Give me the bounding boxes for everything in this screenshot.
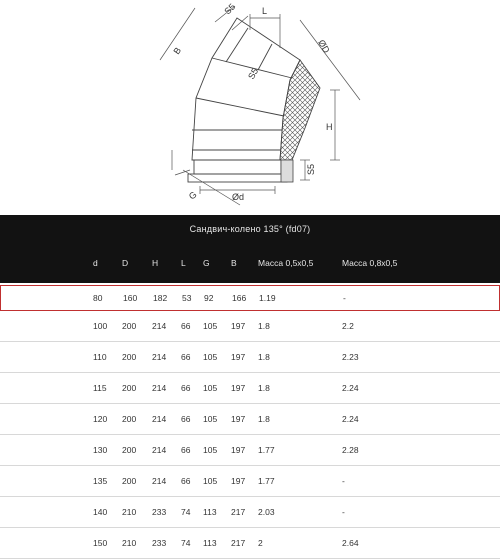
table-cell: 1.8 (258, 383, 270, 393)
table-cell: 197 (231, 414, 246, 424)
table-cell: - (342, 507, 345, 517)
table-cell: 233 (152, 507, 167, 517)
table-cell: 66 (181, 414, 191, 424)
table-cell: 140 (93, 507, 108, 517)
table-row (0, 497, 500, 528)
table-cell: 197 (231, 445, 246, 455)
table-cell: 2.24 (342, 414, 359, 424)
table-cell: 66 (181, 321, 191, 331)
table-cell: 1.77 (258, 476, 275, 486)
table-cell: 53 (182, 293, 192, 303)
table-cell: 105 (203, 445, 218, 455)
dim-label-d-inner: Ød (232, 192, 245, 202)
table-cell: 217 (231, 538, 246, 548)
header-cell: L (181, 258, 186, 268)
table-cell: 150 (93, 538, 108, 548)
table-cell: 105 (203, 352, 218, 362)
table-cell: 197 (231, 476, 246, 486)
table-cell: 200 (122, 414, 137, 424)
table-cell: 2.03 (258, 507, 275, 517)
table-cell: 113 (203, 538, 217, 548)
table-cell: 92 (204, 293, 214, 303)
header-cell: D (122, 258, 129, 268)
table-header (0, 243, 500, 283)
table-cell: 217 (231, 507, 246, 517)
header-cell: G (203, 258, 210, 268)
table-cell: 214 (152, 352, 167, 362)
table-cell: 1.8 (258, 321, 270, 331)
table-row (0, 466, 500, 497)
table-row (0, 285, 500, 311)
header-cell: d (93, 258, 98, 268)
header-cell: B (231, 258, 237, 268)
table-row (0, 342, 500, 373)
table-cell: 120 (93, 414, 108, 424)
table-cell: 2.64 (342, 538, 359, 548)
table-cell: 130 (93, 445, 108, 455)
table-title: Сандвич-колено 135° (fd07) (0, 215, 500, 243)
header-cell: Масса 0,8х0,5 (342, 258, 398, 268)
table-cell: 200 (122, 321, 137, 331)
table-row (0, 435, 500, 466)
table-cell: 210 (122, 538, 137, 548)
table-cell: 200 (122, 476, 137, 486)
table-cell: - (342, 476, 345, 486)
dim-label-h: H (326, 122, 333, 132)
table-cell: 66 (181, 352, 191, 362)
table-cell: 2.23 (342, 352, 359, 362)
table-cell: 166 (232, 293, 247, 303)
dim-label-g: G (186, 189, 199, 202)
table-cell: 135 (93, 476, 108, 486)
table-cell: 105 (203, 414, 218, 424)
elbow-drawing (0, 0, 500, 215)
table-row (0, 311, 500, 342)
table-cell: 105 (203, 321, 218, 331)
table-cell: 74 (181, 538, 191, 548)
table-cell: 110 (93, 352, 107, 362)
insulation-hatch (280, 60, 320, 160)
table-cell: 200 (122, 383, 137, 393)
table-cell: 214 (152, 476, 167, 486)
table-cell: 2.2 (342, 321, 354, 331)
spec-table (0, 215, 500, 559)
table-cell: 210 (122, 507, 137, 517)
table-cell: 100 (93, 321, 108, 331)
table-cell: 105 (203, 476, 218, 486)
table-cell: 214 (152, 414, 167, 424)
table-cell: 160 (123, 293, 138, 303)
table-cell: 200 (122, 352, 137, 362)
table-cell: 66 (181, 383, 191, 393)
table-cell: 1.77 (258, 445, 275, 455)
table-cell: - (343, 293, 346, 303)
table-row (0, 528, 500, 559)
table-cell: 214 (152, 321, 167, 331)
table-cell: 1.8 (258, 414, 270, 424)
table-cell: 233 (152, 538, 167, 548)
table-row (0, 373, 500, 404)
dim-label-s-top: S5 (222, 1, 238, 17)
table-cell: 214 (152, 383, 167, 393)
table-cell: 1.8 (258, 352, 270, 362)
table-cell: 2.28 (342, 445, 359, 455)
table-cell: 80 (93, 293, 103, 303)
table-cell: 197 (231, 321, 246, 331)
dim-label-b: B (171, 45, 184, 57)
table-cell: 105 (203, 383, 218, 393)
table-cell: 1.19 (259, 293, 276, 303)
table-cell: 214 (152, 445, 167, 455)
table-cell: 113 (203, 507, 217, 517)
dim-label-s-bottom: S5 (306, 163, 316, 175)
dim-label-d-outer: ØD (316, 38, 332, 55)
elbow-technical-diagram (0, 0, 500, 215)
header-cell: Масса 0,5х0,5 (258, 258, 314, 268)
table-cell: 182 (153, 293, 168, 303)
table-cell: 74 (181, 507, 191, 517)
dim-label-l: L (262, 6, 268, 16)
table-row (0, 404, 500, 435)
table-cell: 66 (181, 445, 191, 455)
table-cell: 2.24 (342, 383, 359, 393)
table-cell: 66 (181, 476, 191, 486)
table-cell: 197 (231, 383, 246, 393)
dim-label-s-mid: S5 (246, 66, 261, 81)
table-cell: 2 (258, 538, 263, 548)
table-cell: 200 (122, 445, 137, 455)
header-cell: H (152, 258, 159, 268)
table-cell: 197 (231, 352, 246, 362)
table-cell: 115 (93, 383, 107, 393)
